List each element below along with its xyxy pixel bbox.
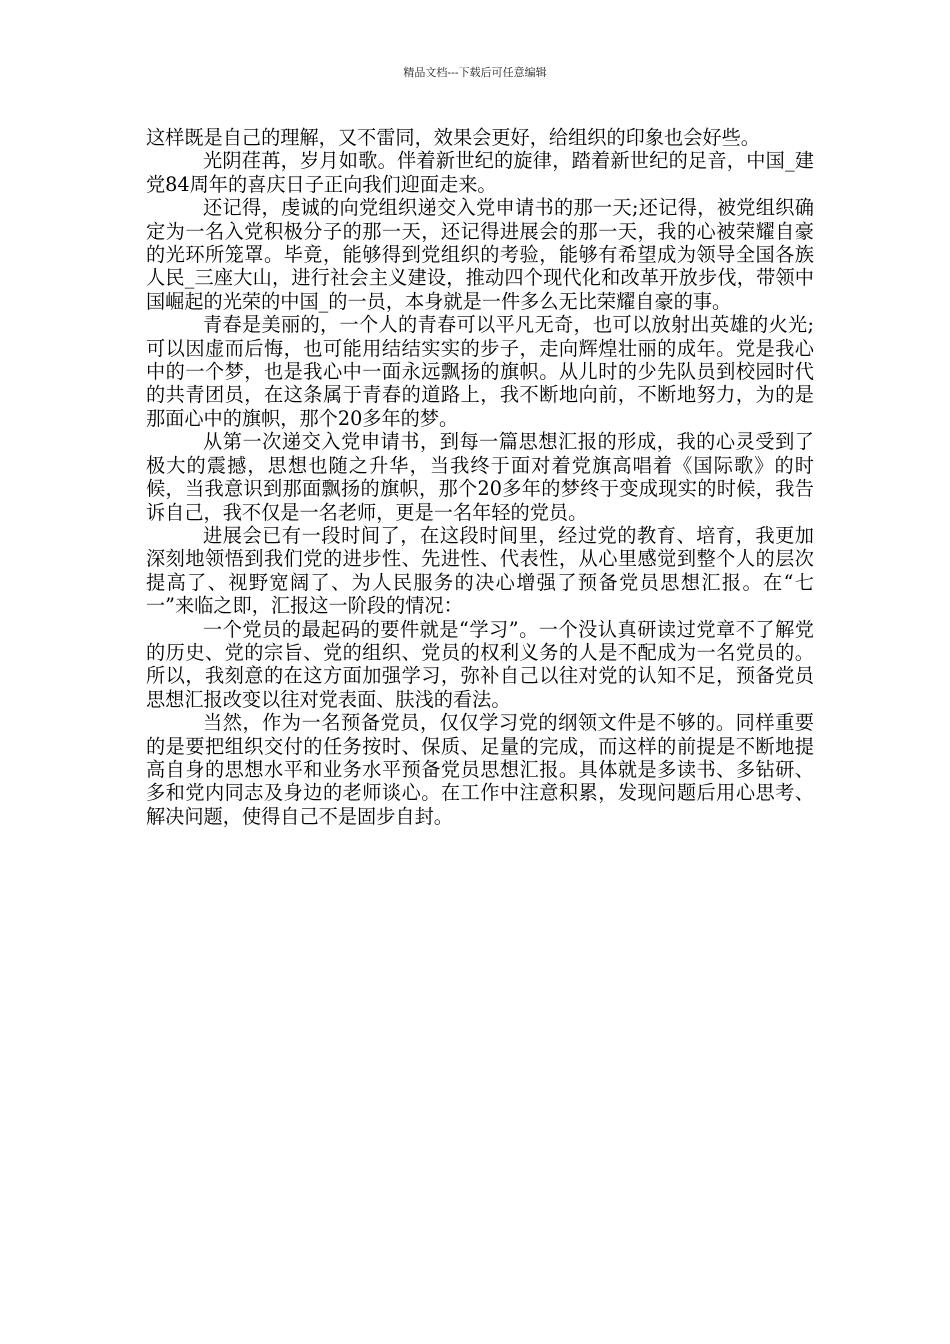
paragraph-6: 进展会已有一段时间了，在这段时间里，经过党的教育、培育，我更加深刻地领悟到我们党的进步性、先进性、代表性，从心里感觉到整个人的层次提高了、视野宽阔了、为人民服务的决心增强了预备党员思想汇报。在“七一”来临之即，汇报这一阶段的情况： <box>146 523 814 618</box>
paragraph-5: 从第一次递交入党申请书，到每一篇思想汇报的形成，我的心灵受到了极大的震撼，思想也随之升华，当我终于面对着党旗高唱着《国际歌》的时候，当我意识到那面飘扬的旗帜，那个20多年的梦终于变成现实的时候，我告诉自己，我不仅是一名老师，更是一名年轻的党员。 <box>146 430 814 524</box>
paragraph-7: 一个党员的最起码的要件就是“学习”。一个没认真研读过党章不了解党的历史、党的宗旨、党的组织、党员的权利义务的人是不配成为一名党员的。所以，我刻意的在这方面加强学习，弥补自己以往对党的认知不足，预备党员思想汇报改变以往对党表面、肤浅的看法。 <box>146 617 814 711</box>
paragraph-8: 当然，作为一名预备党员，仅仅学习党的纲领文件是不够的。同样重要的是要把组织交付的任务按时、保质、足量的完成，而这样的前提是不断地提高自身的思想水平和业务水平预备党员思想汇报。具体就是多读书、多钻研、多和党内同志及身边的老师谈心。在工作中注意积累，发现问题后用心思考、解决问题，使得自己不是固步自封。 <box>146 711 814 828</box>
page-header: 精品文档---下载后可任意编辑 <box>403 66 547 79</box>
paragraph-4: 青春是美丽的，一个人的青春可以平凡无奇，也可以放射出英雄的火光;可以因虚而后悔，也可能用结结实实的步子，走向辉煌壮丽的成年。党是我心中的一个梦，也是我心中一面永远飘扬的旗帜。从儿时的少先队员到校园时代的共青团员，在这条属于青春的道路上，我不断地向前，不断地努力，为的是那面心中的旗帜，那个20多年的梦。 <box>146 313 814 430</box>
document-body <box>146 126 814 828</box>
paragraph-3: 还记得，虔诚的向党组织递交入党申请书的那一天;还记得，被党组织确定为一名入党积极分子的那一天，还记得进展会的那一天，我的心被荣耀自豪的光环所笼罩。毕竟，能够得到党组织的考验，能够有希望成为领导全国各族人民_三座大山，进行社会主义建设，推动四个现代化和改革开放步伐，带领中国崛起的光荣的中国_的一员，本身就是一件多么无比荣耀自豪的事。 <box>146 196 814 313</box>
paragraph-1: 这样既是自己的理解，又不雷同，效果会更好，给组织的印象也会好些。 <box>146 126 760 149</box>
paragraph-2: 光阴荏苒，岁月如歌。伴着新世纪的旋律，踏着新世纪的足音，中国_建党84周年的喜庆日子正向我们迎面走来。 <box>146 149 814 196</box>
